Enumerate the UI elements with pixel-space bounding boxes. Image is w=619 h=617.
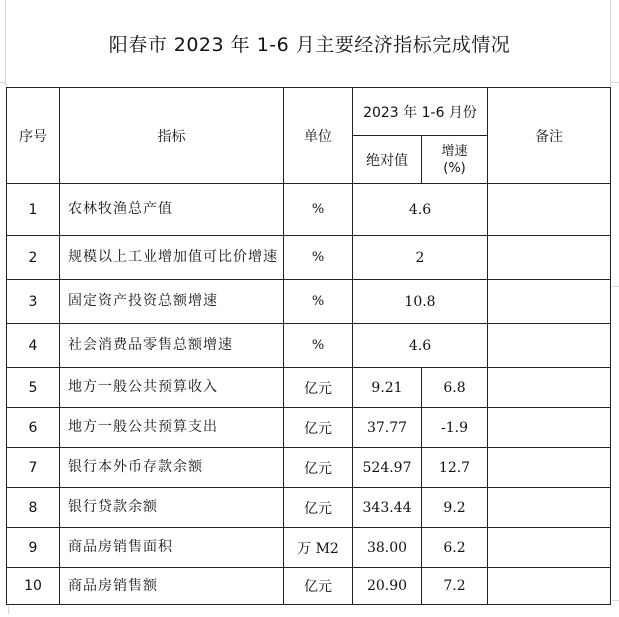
cell-merged-value: 4.6 — [353, 184, 488, 236]
cell-unit: 亿元 — [284, 488, 353, 528]
cell-merged-value: 2 — [353, 236, 488, 280]
header-period: 2023 年 1-6 月份 — [353, 88, 488, 136]
cell-indicator: 地方一般公共预算支出 — [60, 408, 284, 448]
header-growth-label: 增速 — [441, 143, 468, 159]
table-row — [7, 408, 611, 448]
table-row — [7, 568, 611, 605]
document-title: 阳春市 2023 年 1-6 月主要经济指标完成情况 — [108, 34, 511, 56]
header-growth-unit: (%) — [443, 160, 466, 176]
table-row — [7, 236, 611, 280]
cell-growth: 6.8 — [422, 368, 488, 408]
cell-absolute: 9.21 — [353, 368, 422, 408]
cell-note — [488, 528, 611, 568]
cell-note — [488, 408, 611, 448]
cell-unit: 亿元 — [284, 368, 353, 408]
cell-absolute: 20.90 — [353, 568, 422, 605]
cell-seq: 3 — [7, 280, 60, 324]
cell-seq: 10 — [7, 568, 60, 605]
indicator-table — [6, 87, 611, 605]
cell-absolute: 37.77 — [353, 408, 422, 448]
cell-seq: 8 — [7, 488, 60, 528]
table-row — [7, 448, 611, 488]
cell-unit: 亿元 — [284, 408, 353, 448]
cell-unit: % — [284, 324, 353, 368]
cell-unit: 亿元 — [284, 448, 353, 488]
cell-indicator: 社会消费品零售总额增速 — [60, 324, 284, 368]
cell-unit: % — [284, 236, 353, 280]
header-unit: 单位 — [284, 88, 353, 184]
cell-indicator: 银行本外币存款余额 — [60, 448, 284, 488]
table-row — [7, 184, 611, 236]
cell-seq: 5 — [7, 368, 60, 408]
table-header-row — [7, 88, 611, 136]
page-guide-line — [610, 82, 619, 83]
page-guide-line — [612, 600, 619, 601]
cell-seq: 2 — [7, 236, 60, 280]
cell-growth: 7.2 — [422, 568, 488, 605]
cell-indicator: 银行贷款余额 — [60, 488, 284, 528]
header-seq: 序号 — [7, 88, 60, 184]
cell-note — [488, 448, 611, 488]
cell-seq: 7 — [7, 448, 60, 488]
cell-indicator: 地方一般公共预算收入 — [60, 368, 284, 408]
cell-growth: 12.7 — [422, 448, 488, 488]
table-row — [7, 324, 611, 368]
cell-note — [488, 280, 611, 324]
cell-growth: 9.2 — [422, 488, 488, 528]
cell-indicator: 规模以上工业增加值可比价增速 — [60, 236, 284, 280]
cell-growth: -1.9 — [422, 408, 488, 448]
cell-unit: % — [284, 280, 353, 324]
cell-unit: % — [284, 184, 353, 236]
cell-seq: 9 — [7, 528, 60, 568]
header-absolute: 绝对值 — [353, 136, 422, 184]
cell-absolute: 38.00 — [353, 528, 422, 568]
cell-seq: 6 — [7, 408, 60, 448]
cell-note — [488, 184, 611, 236]
table-row — [7, 528, 611, 568]
cell-indicator: 农林牧渔总产值 — [60, 184, 284, 236]
cell-note — [488, 368, 611, 408]
cell-growth: 6.2 — [422, 528, 488, 568]
cell-absolute: 524.97 — [353, 448, 422, 488]
cell-unit: 亿元 — [284, 568, 353, 605]
table-row — [7, 280, 611, 324]
cell-indicator: 商品房销售额 — [60, 568, 284, 605]
cell-absolute: 343.44 — [353, 488, 422, 528]
page-guide-line — [612, 286, 619, 287]
page-guide-line — [8, 606, 9, 614]
table-row — [7, 368, 611, 408]
cell-indicator: 商品房销售面积 — [60, 528, 284, 568]
cell-merged-value: 4.6 — [353, 324, 488, 368]
cell-note — [488, 568, 611, 605]
header-growth — [422, 136, 488, 184]
cell-note — [488, 236, 611, 280]
cell-note — [488, 324, 611, 368]
cell-merged-value: 10.8 — [353, 280, 488, 324]
header-indicator: 指标 — [60, 88, 284, 184]
cell-unit: 万 M2 — [284, 528, 353, 568]
cell-note — [488, 488, 611, 528]
table-row — [7, 488, 611, 528]
header-note: 备注 — [488, 88, 611, 184]
cell-indicator: 固定资产投资总额增速 — [60, 280, 284, 324]
cell-seq: 1 — [7, 184, 60, 236]
cell-seq: 4 — [7, 324, 60, 368]
